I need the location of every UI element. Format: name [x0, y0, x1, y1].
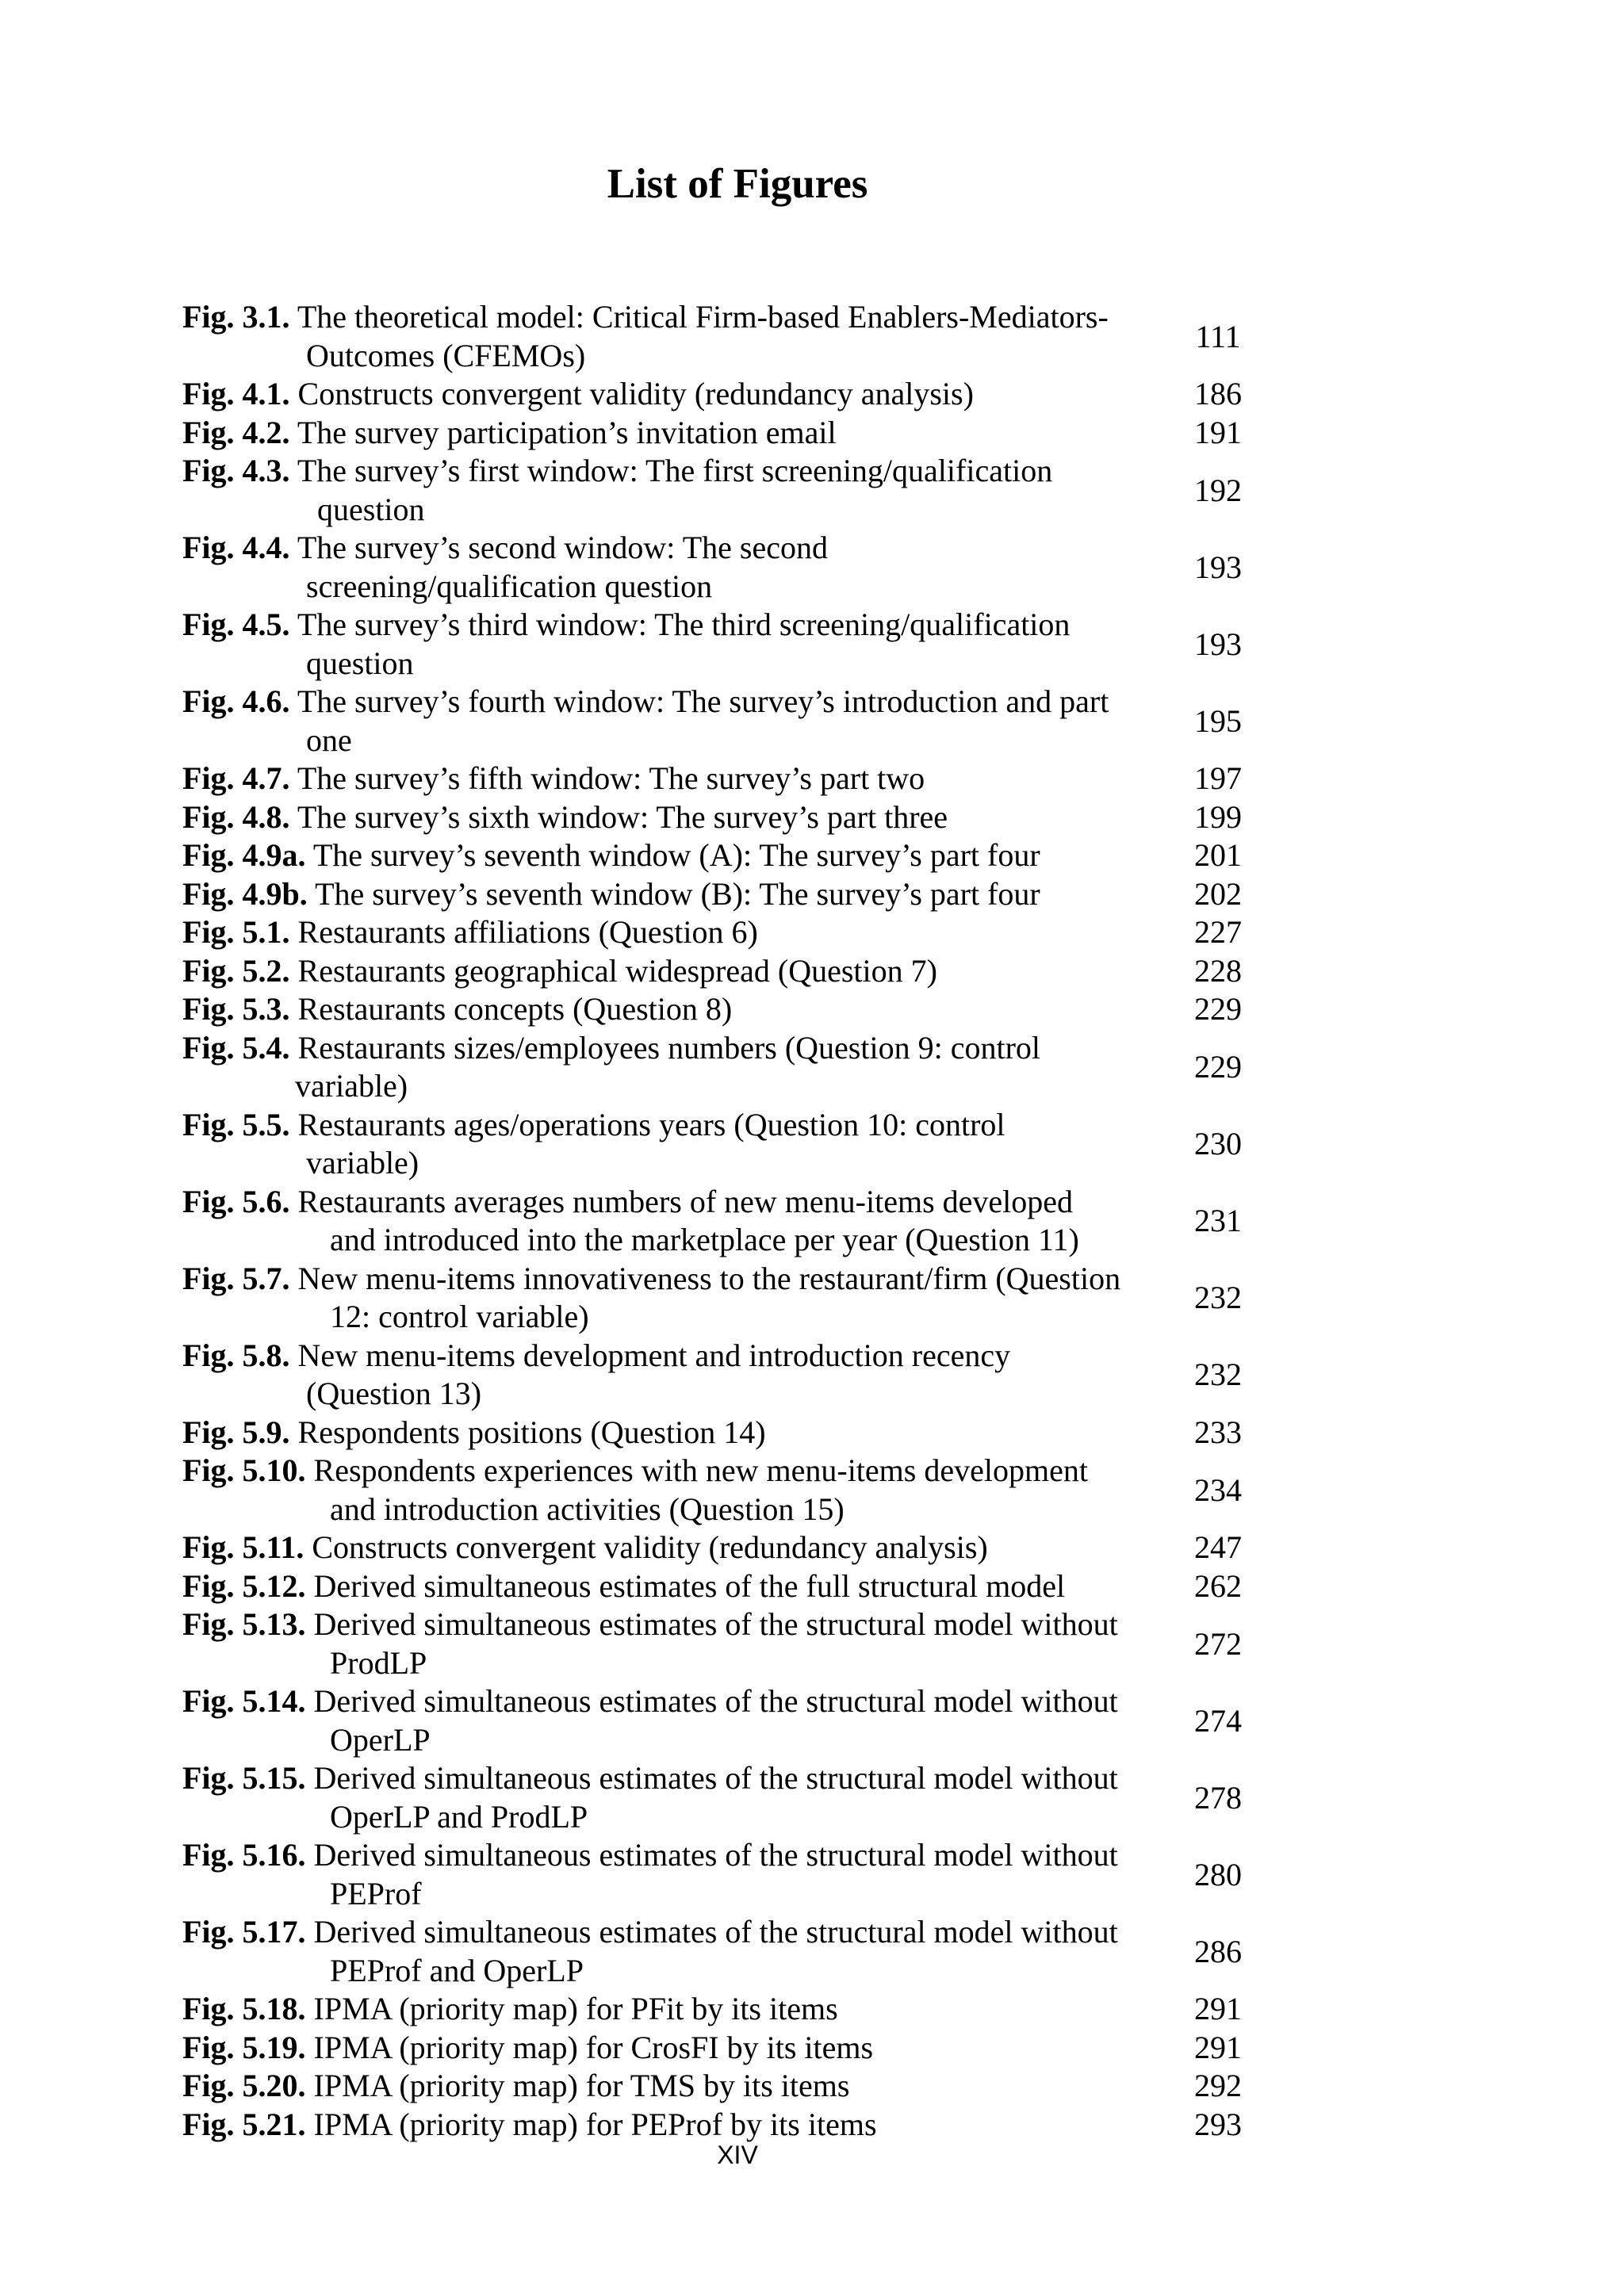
figure-entry[interactable]: [182, 1567, 1250, 1606]
figure-text: [182, 1106, 1123, 1183]
figure-label: Fig. 4.8.: [182, 798, 290, 835]
figure-page-number: 262: [1194, 1567, 1242, 1604]
figure-label: Fig. 4.4.: [182, 530, 290, 565]
figure-text: [182, 798, 1123, 837]
figure-page-number: 233: [1194, 1414, 1242, 1450]
figure-caption: The survey’s seventh window (B): The survey’s part four: [315, 875, 1040, 912]
figure-entry[interactable]: [182, 1605, 1250, 1682]
figure-label: Fig. 4.9b.: [182, 875, 308, 912]
figure-caption: Respondents positions (Question 14): [297, 1414, 766, 1450]
figure-label: Fig. 3.1.: [182, 299, 290, 335]
figure-page-number: 229: [1194, 1048, 1242, 1085]
figure-text: [182, 760, 1123, 798]
figure-entry[interactable]: [182, 2029, 1250, 2068]
figure-caption: The survey’s first window: The first screening/qualification question: [297, 453, 1053, 527]
figure-text: [182, 452, 1123, 529]
figure-text: [182, 683, 1123, 760]
figure-caption: The survey’s seventh window (A): The survey’s part four: [312, 837, 1040, 873]
figure-label: Fig. 5.11.: [182, 1529, 304, 1565]
figure-entry[interactable]: [182, 990, 1250, 1029]
figure-caption: Respondents experiences with new menu-items development and introduction activities (Question 15): [313, 1452, 1088, 1527]
figure-page-number: 231: [1194, 1202, 1242, 1238]
figure-page-number: 228: [1194, 952, 1242, 989]
figure-text: [182, 2106, 1123, 2145]
figure-entry[interactable]: [182, 452, 1250, 529]
figure-caption: Constructs convergent validity (redundancy analysis): [312, 1529, 988, 1565]
figure-label: Fig. 4.6.: [182, 683, 290, 719]
figure-text: [182, 414, 1123, 453]
figure-page-number: 272: [1194, 1625, 1242, 1662]
figure-page-number: 286: [1194, 1933, 1242, 1969]
figure-caption: New menu-items development and introduction recency (Question 13): [297, 1337, 1011, 1411]
figure-text: [182, 2029, 1123, 2068]
figure-entry[interactable]: [182, 1106, 1250, 1183]
figure-page-number: 293: [1194, 2106, 1242, 2142]
figure-caption: The survey’s third window: The third screening/qualification question: [297, 607, 1071, 681]
figure-label: Fig. 5.12.: [182, 1567, 306, 1604]
figure-page-number: 247: [1194, 1529, 1242, 1565]
figure-caption: Constructs convergent validity (redundancy analysis): [297, 376, 974, 411]
figure-text: [182, 990, 1123, 1029]
figure-entry[interactable]: [182, 1260, 1250, 1337]
figure-entry[interactable]: [182, 606, 1250, 683]
figure-entry[interactable]: [182, 414, 1250, 453]
figure-caption: The survey’s fifth window: The survey’s part two: [297, 760, 925, 796]
figure-page-number: 195: [1194, 702, 1242, 739]
figure-text: [182, 952, 1123, 991]
figure-label: Fig. 5.10.: [182, 1452, 306, 1488]
figure-label: Fig. 5.20.: [182, 2068, 306, 2103]
figure-text: [182, 298, 1123, 375]
figure-page-number: 232: [1194, 1356, 1242, 1392]
figure-caption: Restaurants averages numbers of new menu-items developed and introduced into the marketplace per year (Question 11): [297, 1183, 1079, 1257]
figure-caption: Restaurants geographical widespread (Question 7): [297, 952, 937, 989]
figure-entry[interactable]: [182, 1759, 1250, 1836]
figure-text: [182, 1682, 1123, 1759]
figure-text: [182, 1836, 1123, 1913]
figure-entry[interactable]: [182, 2106, 1250, 2145]
figure-label: Fig. 5.14.: [182, 1683, 306, 1719]
figure-caption: IPMA (priority map) for CrosFI by its items: [313, 2029, 874, 2065]
figure-text: [182, 1183, 1123, 1260]
figure-entry[interactable]: [182, 798, 1250, 837]
figure-page-number: 191: [1194, 414, 1242, 450]
figure-label: Fig. 5.4.: [182, 1029, 290, 1066]
figure-page-number: 111: [1195, 318, 1241, 354]
figure-page-number: 229: [1194, 991, 1242, 1027]
figure-entry[interactable]: [182, 1682, 1250, 1759]
figure-label: Fig. 5.8.: [182, 1337, 290, 1373]
figure-caption: IPMA (priority map) for PEProf by its items: [313, 2106, 877, 2142]
figure-caption: Derived simultaneous estimates of the structural model without PEProf and OperLP: [313, 1914, 1118, 1988]
figure-text: [182, 1529, 1123, 1567]
figure-page-number: 186: [1194, 376, 1242, 411]
figure-entry[interactable]: [182, 1183, 1250, 1260]
figure-text: [182, 1605, 1123, 1682]
figure-page-number: 230: [1194, 1125, 1242, 1161]
figure-text: [182, 375, 1123, 414]
figure-text: [182, 606, 1123, 683]
figure-entry[interactable]: [182, 1529, 1250, 1567]
figure-label: Fig. 5.17.: [182, 1914, 306, 1950]
figure-label: Fig. 5.3.: [182, 991, 290, 1027]
figure-caption: Derived simultaneous estimates of the structural model without OperLP and ProdLP: [313, 1760, 1118, 1835]
figure-label: Fig. 5.16.: [182, 1837, 306, 1873]
figure-text: [182, 1452, 1123, 1529]
figure-page-number: 193: [1194, 549, 1242, 585]
figure-label: Fig. 5.21.: [182, 2106, 306, 2142]
figure-text: [182, 1990, 1123, 2029]
figure-entry[interactable]: [182, 1913, 1250, 1990]
figure-entry[interactable]: [182, 1414, 1250, 1452]
figure-page-number: 292: [1194, 2068, 1242, 2103]
figure-list: [182, 298, 1250, 2144]
figure-entry[interactable]: [182, 1990, 1250, 2029]
figure-page-number: 201: [1194, 837, 1242, 873]
figure-caption: The survey’s fourth window: The survey’s introduction and part one: [297, 683, 1109, 758]
figure-text: [182, 1414, 1123, 1452]
figure-entry[interactable]: [182, 913, 1250, 952]
figure-caption: IPMA (priority map) for PFit by its items: [313, 1991, 838, 2026]
figure-caption: Derived simultaneous estimates of the full structural model: [313, 1567, 1066, 1604]
figure-entry[interactable]: [182, 760, 1250, 798]
figure-page-number: 278: [1194, 1779, 1242, 1816]
figure-caption: The survey’s second window: The second screening/qualification question: [297, 530, 828, 604]
figure-label: Fig. 4.3.: [182, 453, 290, 488]
figure-text: [182, 1567, 1123, 1606]
figure-label: Fig. 4.2.: [182, 414, 290, 450]
figure-caption: Derived simultaneous estimates of the structural model without OperLP: [313, 1683, 1118, 1758]
figure-label: Fig. 5.1.: [182, 914, 290, 950]
figure-label: Fig. 4.5.: [182, 607, 290, 642]
figure-page-number: 197: [1194, 760, 1242, 796]
figure-entry[interactable]: [182, 1452, 1250, 1529]
figure-caption: IPMA (priority map) for TMS by its items: [313, 2068, 850, 2103]
figure-entry[interactable]: [182, 1836, 1250, 1913]
figure-label: Fig. 5.15.: [182, 1760, 306, 1796]
figure-page-number: 202: [1194, 875, 1242, 912]
figure-label: Fig. 5.5.: [182, 1106, 290, 1142]
figure-entry[interactable]: [182, 1337, 1250, 1414]
figure-text: [182, 913, 1123, 952]
figure-caption: New menu-items innovativeness to the restaurant/firm (Question 12: control variable): [297, 1260, 1121, 1334]
figure-page-number: 291: [1194, 1991, 1242, 2026]
figure-label: Fig. 5.19.: [182, 2029, 306, 2065]
figure-page-number: 227: [1194, 914, 1242, 950]
figure-entry[interactable]: [182, 683, 1250, 760]
figure-text: [182, 1260, 1123, 1337]
figure-label: Fig. 4.1.: [182, 376, 290, 411]
figure-text: [182, 875, 1123, 914]
figure-caption: The survey’s sixth window: The survey’s part three: [297, 798, 948, 835]
figure-label: Fig. 5.13.: [182, 1606, 306, 1642]
figure-page-number: 192: [1194, 472, 1242, 508]
figure-caption: Derived simultaneous estimates of the structural model without PEProf: [313, 1837, 1118, 1911]
figure-text: [182, 1759, 1123, 1836]
figure-caption: Restaurants sizes/employees numbers (Question 9: control variable): [295, 1029, 1041, 1104]
figure-caption: The survey participation’s invitation email: [297, 414, 837, 450]
figure-page-number: 232: [1194, 1279, 1242, 1315]
figure-page-number: 234: [1194, 1471, 1242, 1508]
figure-caption: Restaurants concepts (Question 8): [297, 991, 733, 1027]
figure-entry[interactable]: [182, 298, 1250, 375]
figure-caption: Restaurants affiliations (Question 6): [297, 914, 758, 950]
figure-label: Fig. 5.6.: [182, 1183, 290, 1219]
figure-caption: The theoretical model: Critical Firm-based Enablers-Mediators-Outcomes (CFEMOs): [297, 299, 1109, 373]
figure-caption: Derived simultaneous estimates of the structural model without ProdLP: [313, 1606, 1118, 1681]
figure-entry[interactable]: [182, 875, 1250, 914]
figure-text: [182, 1029, 1123, 1106]
figure-entry[interactable]: [182, 1029, 1250, 1106]
figure-label: Fig. 5.9.: [182, 1414, 290, 1450]
figure-label: Fig. 5.7.: [182, 1260, 290, 1296]
figure-page-number: 291: [1194, 2029, 1242, 2065]
figure-text: [182, 529, 1123, 606]
figure-text: [182, 836, 1123, 875]
figure-text: [182, 1337, 1123, 1414]
figure-entry[interactable]: [182, 529, 1250, 606]
figure-text: [182, 2067, 1123, 2106]
figure-page-number: 199: [1194, 798, 1242, 835]
figure-entry[interactable]: [182, 836, 1250, 875]
figure-caption: Restaurants ages/operations years (Question 10: control variable): [297, 1106, 1005, 1181]
page-folio: XIV: [717, 2141, 758, 2169]
figure-entry[interactable]: [182, 952, 1250, 991]
figure-label: Fig. 5.2.: [182, 952, 290, 989]
figure-text: [182, 1913, 1123, 1990]
page-title: List of Figures: [607, 161, 868, 207]
figure-page-number: 274: [1194, 1702, 1242, 1739]
figure-page-number: 280: [1194, 1856, 1242, 1892]
figure-page-number: 193: [1194, 626, 1242, 662]
figure-entry[interactable]: [182, 2067, 1250, 2106]
figure-label: Fig. 4.7.: [182, 760, 290, 796]
figure-label: Fig. 5.18.: [182, 1991, 306, 2026]
figure-label: Fig. 4.9a.: [182, 837, 306, 873]
figure-entry[interactable]: [182, 375, 1250, 414]
